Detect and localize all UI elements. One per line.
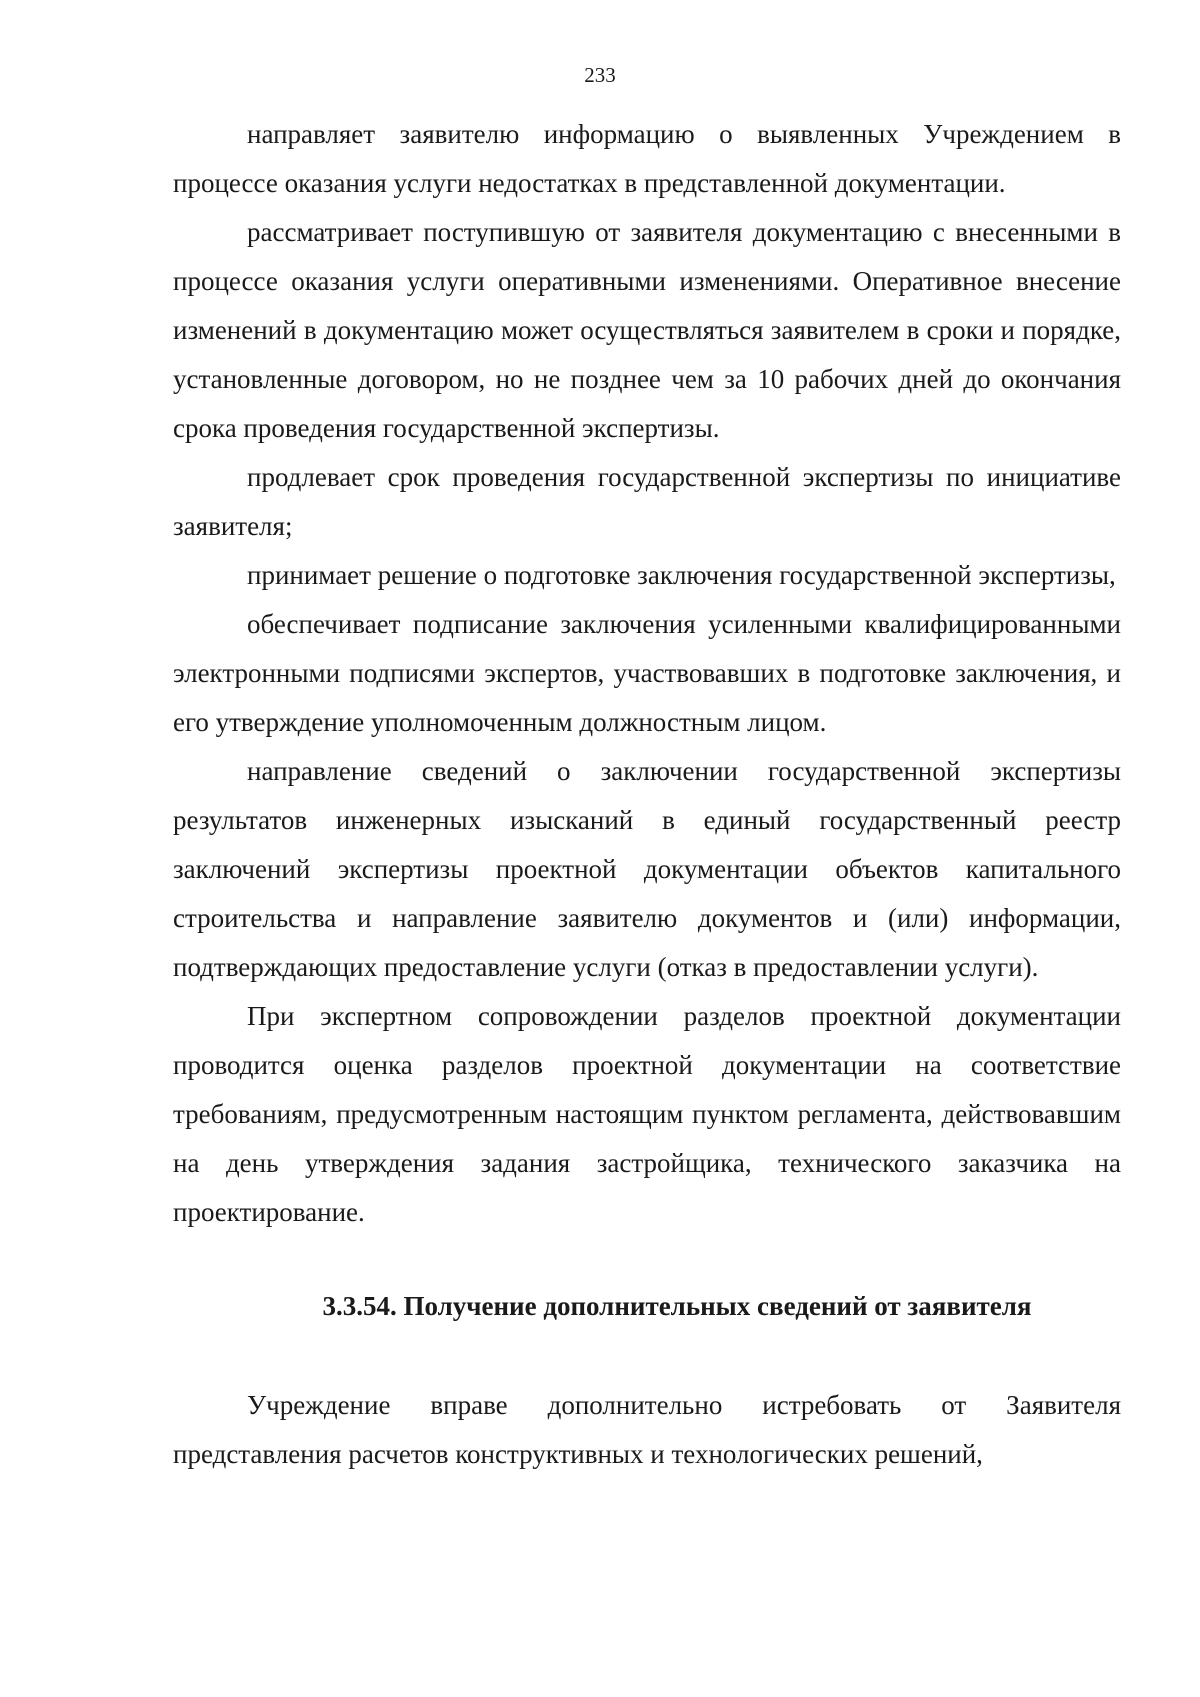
page-number: 233 [584, 63, 616, 87]
paragraph: Учреждение вправе дополнительно истребовать от Заявителя представления расчетов конструктивных и технологических решений, [173, 1390, 1121, 1469]
paragraph: рассматривает поступившую от заявителя документацию с внесенными в процессе оказания услуги оперативными изменениями. Оперативное внесение изменений в документацию может осуществляться заявителем в сроки и порядке, установленные договором, но не позднее чем за 10 рабочих дней до окончания срока проведения государственной экспертизы. [173, 217, 1121, 443]
document-body [173, 110, 1121, 1479]
paragraph: принимает решение о подготовке заключения государственной экспертизы, [247, 560, 1116, 590]
paragraph: обеспечивает подписание заключения усиленными квалифицированными электронными подписями экспертов, участвовавших в подготовке заключения, и его утверждение уполномоченным должностным лицом. [173, 609, 1121, 737]
section-heading: 3.3.54. Получение дополнительных сведений от заявителя [322, 1291, 1032, 1321]
paragraph: продлевает срок проведения государственной экспертизы по инициативе заявителя; [173, 462, 1121, 541]
paragraph: направляет заявителю информацию о выявленных Учреждением в процессе оказания услуги недостатках в представленной документации. [173, 119, 1121, 198]
paragraph: При экспертном сопровождении разделов проектной документации проводится оценка разделов проектной документации на соответствие требованиям, предусмотренным настоящим пунктом регламента, действовавшим на день утверждения задания застройщика, технического заказчика на проектирование. [173, 1001, 1121, 1227]
paragraph: направление сведений о заключении государственной экспертизы результатов инженерных изысканий в единый государственный реестр заключений экспертизы проектной документации объектов капитального строительства и направление заявителю документов и (или) информации, подтверждающих предоставление услуги (отказ в предоставлении услуги). [173, 756, 1121, 982]
